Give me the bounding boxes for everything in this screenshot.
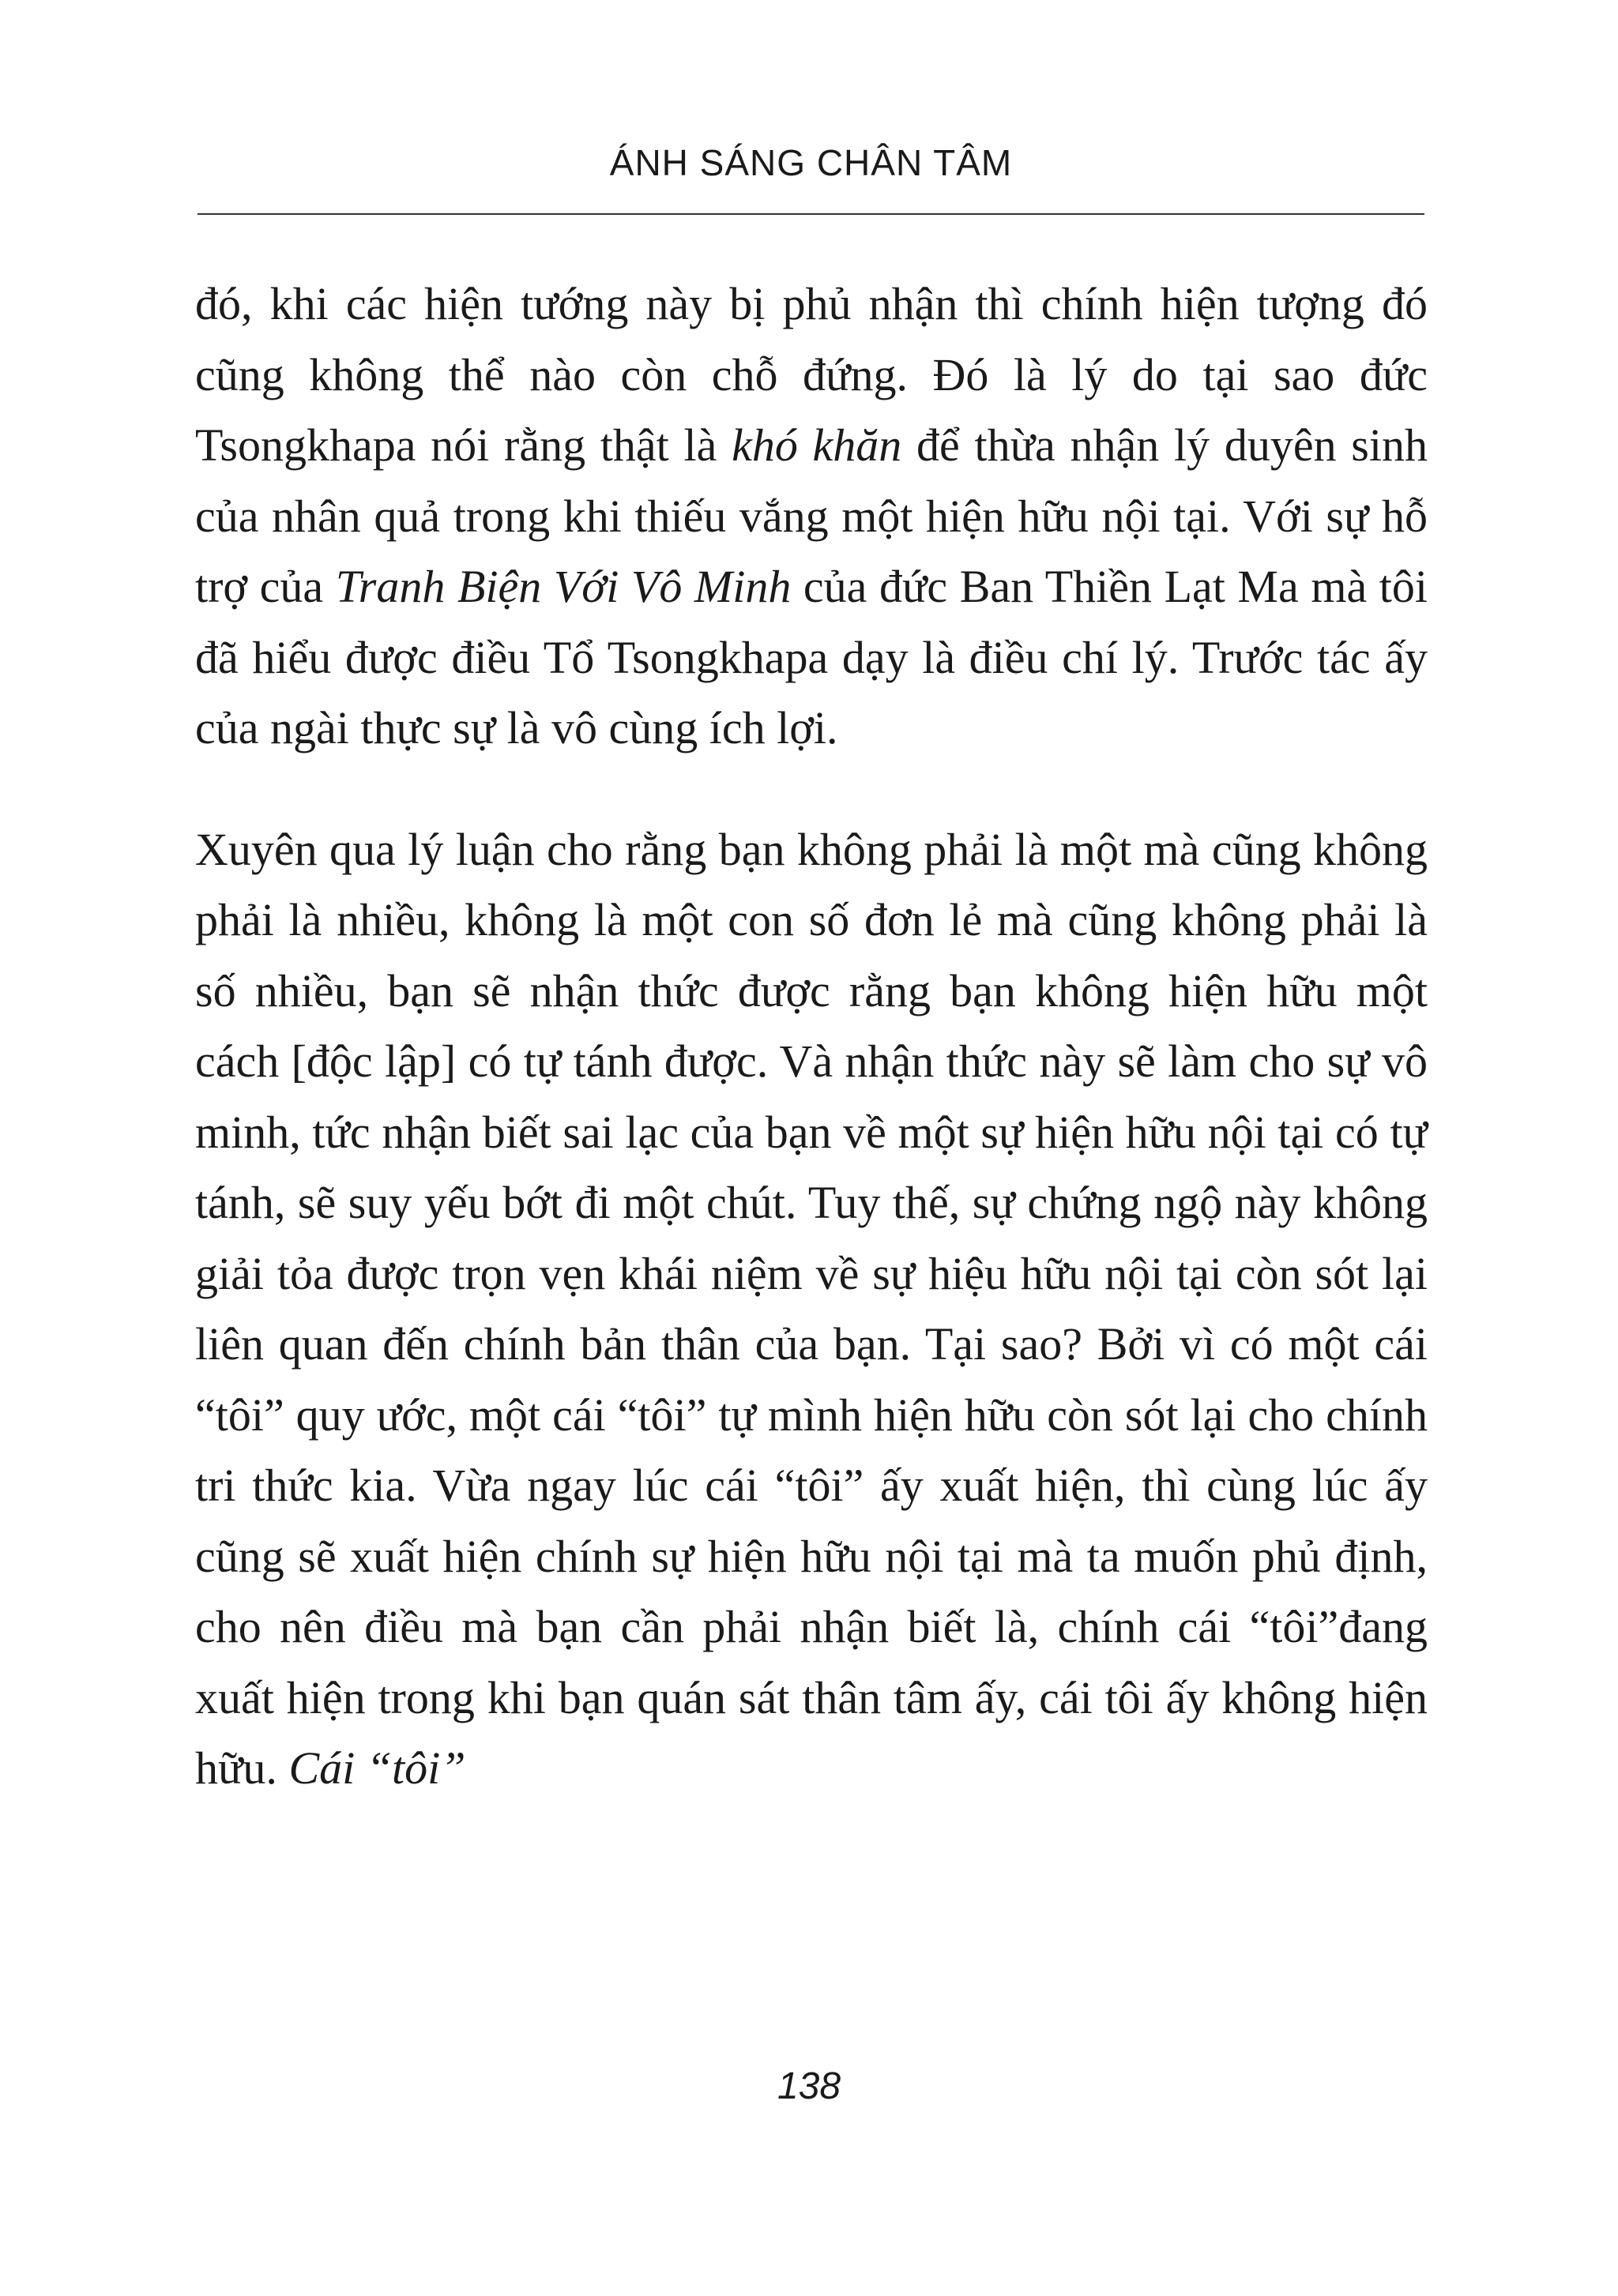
italic-phrase-cai-toi: Cái “tôi” <box>288 1742 466 1794</box>
paragraph-1-text: đó, khi các hiện tướng này bị phủ nhận thì chính hiện tượng đó cũng không thể nào còn chỗ đứng. Đó là lý do tại sao đức Tsongkhapa nói rằng thật là <box>195 278 1428 471</box>
running-header-title: ÁNH SÁNG CHÂN TÂM <box>609 142 1013 183</box>
header-divider <box>198 213 1424 215</box>
page-number: 138 <box>777 2065 841 2107</box>
italic-book-title: Tranh Biện Với Vô Minh <box>335 561 792 612</box>
paragraph-1 <box>195 269 1428 764</box>
italic-phrase-kho-khan: khó khăn <box>732 419 902 471</box>
paragraph-2-text: Xuyên qua lý luận cho rằng bạn không phải là một mà cũng không phải là nhiều, không là một con số đơn lẻ mà cũng không phải là số nhiều, bạn sẽ nhận thức được rằng bạn không hiện hữu một cách [độc lập] có tự tánh được. Và nhận thức này sẽ làm cho sự vô minh, tức nhận biết sai lạc của bạn về một sự hiện hữu nội tại có tự tánh, sẽ suy yếu bớt đi một chút. Tuy thế, sự chứng ngộ này không giải tỏa được trọn vẹn khái niệm về sự hiệu hữu nội tại còn sót lại liên quan đến chính bản thân của bạn. Tại sao? Bởi vì có một cái “tôi” quy ước, một cái “tôi” tự mình hiện hữu còn sót lại cho chính tri thức kia. Vừa ngay lúc cái “tôi” ấy xuất hiện, thì cùng lúc ấy cũng sẽ xuất hiện chính sự hiện hữu nội tại mà ta muốn phủ định, cho nên điều mà bạn cần phải nhận biết là, chính cái “tôi”đang xuất hiện trong khi bạn quán sát thân tâm ấy, cái tôi ấy không hiện hữu. <box>195 823 1428 1794</box>
paragraph-1-text: của đức Ban Thiền Lạt Ma mà tôi đã hiểu được điều Tổ Tsongkhapa dạy là điều chí lý. Trước tác ấy của ngài thực sự là vô cùng ích lợi. <box>195 561 1428 753</box>
paragraph-1-text: để thừa nhận lý duyên sinh của nhân quả trong khi thiếu vắng một hiện hữu nội tại. Với sự hỗ trợ của <box>195 419 1428 612</box>
body-text <box>195 269 1428 1804</box>
paragraph-2 <box>195 814 1428 1804</box>
